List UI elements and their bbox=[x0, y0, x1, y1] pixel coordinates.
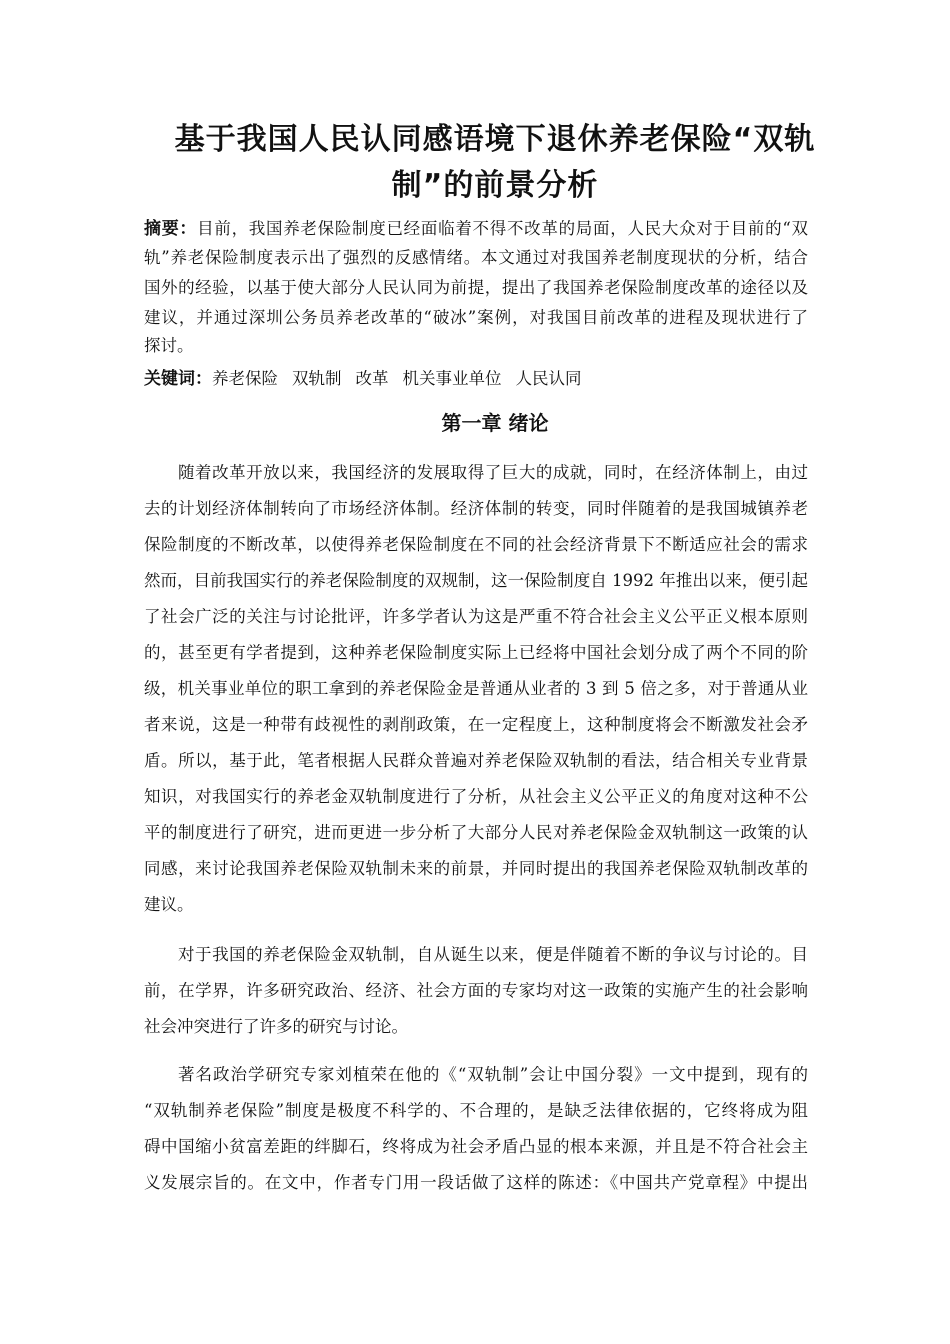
body-line: 知识，对我国实行的养老金双轨制度进行了分析，从社会主义公平正义的角度对这种不公 bbox=[144, 787, 808, 806]
body-line: 著名政治学研究专家刘植荣在他的《“双轨制”会让中国分裂》一文中提到，现有的 bbox=[178, 1065, 808, 1084]
body-line: 前，在学界，许多研究政治、经济、社会方面的专家均对这一政策的实施产生的社会影响 bbox=[144, 981, 808, 1000]
paper-title-line-1: 基于我国人民认同感语境下退休养老保险“双轨 bbox=[174, 122, 816, 157]
body-line: 盾。所以，基于此，笔者根据人民群众普遍对养老保险双轨制的看法，结合相关专业背景 bbox=[144, 751, 808, 770]
body-line: 了社会广泛的关注与讨论批评，许多学者认为这是严重不符合社会主义公平正义根本原则 bbox=[144, 607, 808, 626]
keyword: 人民认同 bbox=[515, 369, 582, 388]
keywords-line bbox=[144, 364, 808, 389]
chapter-heading: 第一章 绪论 bbox=[441, 411, 549, 435]
body-line: 保险制度的不断改革，以使得养老保险制度在不同的社会经济背景下不断适应社会的需求 bbox=[144, 535, 808, 554]
abstract-line: 建议，并通过深圳公务员养老改革的“破冰”案例，对我国目前改革的进程及现状进行了 bbox=[144, 308, 808, 327]
keyword: 机关事业单位 bbox=[402, 369, 502, 388]
abstract-line: 摘要：目前，我国养老保险制度已经面临着不得不改革的局面，人民大众对于目前的“双 bbox=[144, 219, 808, 239]
keyword: 双轨制 bbox=[292, 369, 342, 388]
body-line: 去的计划经济体制转向了市场经济体制。经济体制的转变，同时伴随着的是我国城镇养老 bbox=[144, 499, 808, 518]
keyword: 养老保险 bbox=[212, 369, 278, 388]
body-line: 级，机关事业单位的职工拿到的养老保险金是普通从业者的 3 到 5 倍之多，对于普通从业 bbox=[144, 679, 808, 698]
abstract-line: 国外的经验，以基于使大部分人民认同为前提，提出了我国养老保险制度改革的途径以及 bbox=[144, 278, 808, 297]
body-line: “双轨制养老保险”制度是极度不科学的、不合理的，是缺乏法律依据的，它终将成为阻 bbox=[144, 1101, 808, 1120]
abstract-line: 探讨。 bbox=[144, 336, 194, 355]
body-line: 建议。 bbox=[144, 895, 194, 914]
keywords-label: 关键词： bbox=[144, 369, 212, 389]
body-line: 社会冲突进行了许多的研究与讨论。 bbox=[144, 1017, 408, 1036]
paper-title-line-2: 制”的前景分析 bbox=[391, 168, 599, 203]
body-line: 者来说，这是一种带有歧视性的剥削政策，在一定程度上，这种制度将会不断激发社会矛 bbox=[144, 715, 808, 734]
body-line: 碍中国缩小贫富差距的绊脚石，终将成为社会矛盾凸显的根本来源，并且是不符合社会主 bbox=[144, 1137, 808, 1156]
body-line: 的，甚至更有学者提到，这种养老保险制度实际上已经将中国社会划分成了两个不同的阶 bbox=[144, 643, 808, 662]
abstract-line: 轨”养老保险制度表示出了强烈的反感情绪。本文通过对我国养老制度现状的分析，结合 bbox=[144, 248, 808, 267]
abstract-label: 摘要： bbox=[144, 219, 198, 239]
body-line: 对于我国的养老保险金双轨制，自从诞生以来，便是伴随着不断的争议与讨论的。目 bbox=[178, 945, 808, 964]
body-line: 随着改革开放以来，我国经济的发展取得了巨大的成就，同时，在经济体制上，由过 bbox=[178, 463, 808, 482]
body-line: 同感，来讨论我国养老保险双轨制未来的前景，并同时提出的我国养老保险双轨制改革的 bbox=[144, 859, 808, 878]
body-line: 义发展宗旨的。在文中，作者专门用一段话做了这样的陈述：《中国共产党章程》中提出 bbox=[144, 1173, 808, 1192]
body-line: 然而，目前我国实行的养老保险制度的双规制，这一保险制度自 1992 年推出以来，便引起 bbox=[144, 571, 808, 590]
body-line: 平的制度进行了研究，进而更进一步分析了大部分人民对养老保险金双轨制这一政策的认 bbox=[144, 823, 808, 842]
keyword: 改革 bbox=[355, 369, 389, 388]
